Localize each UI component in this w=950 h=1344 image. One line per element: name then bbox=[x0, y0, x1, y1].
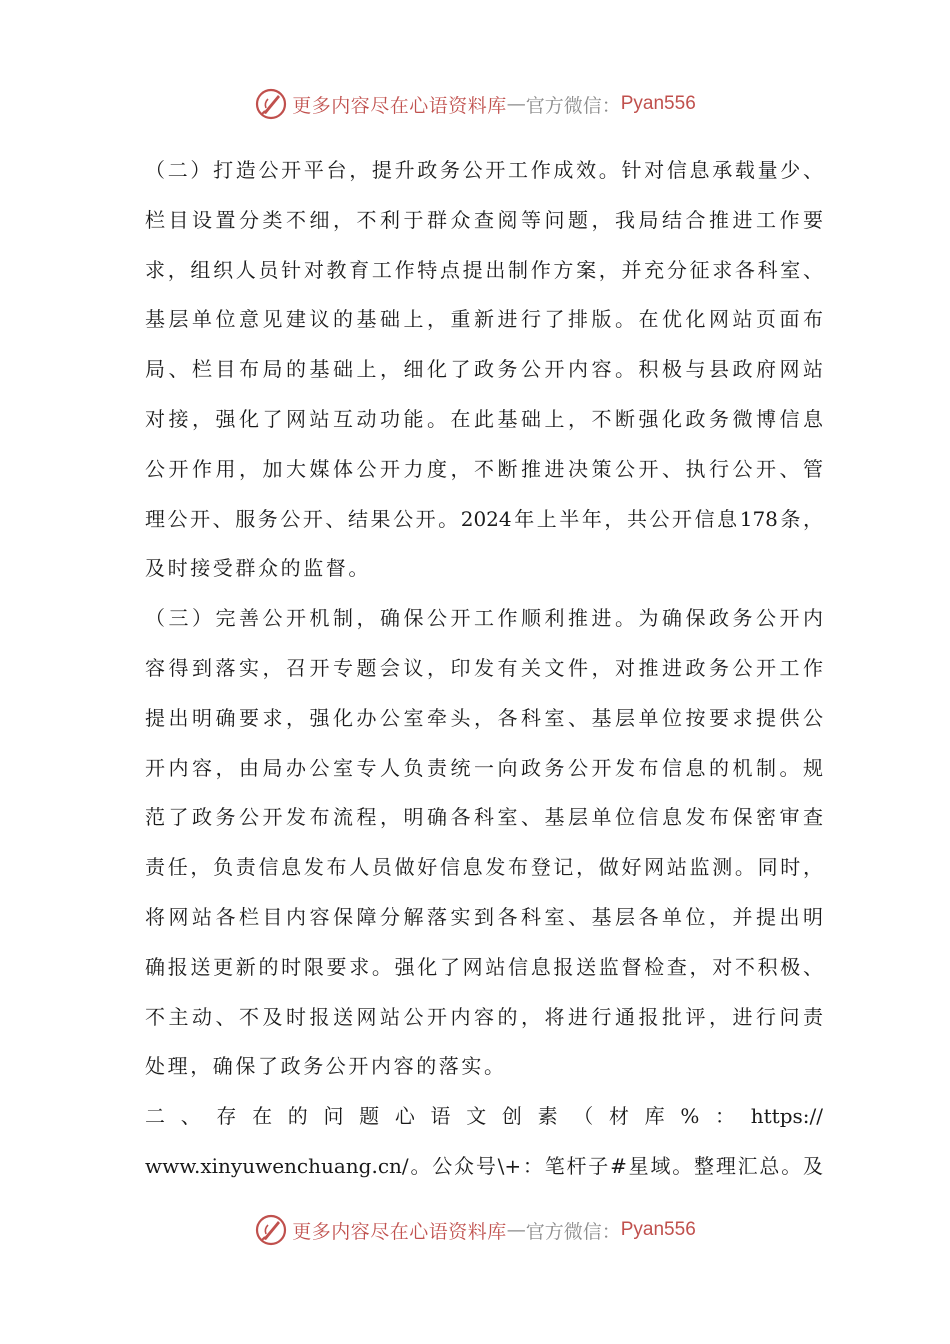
watermark-brand-text: 更多内容尽在心语资料库 bbox=[292, 94, 507, 117]
watermark-brand-text: 更多内容尽在心语资料库 bbox=[292, 1220, 507, 1243]
header-watermark bbox=[0, 84, 950, 124]
text-line: 理公开、服务公开、结果公开。2024年上半年，共公开信息178条， bbox=[145, 506, 823, 531]
quill-logo-icon bbox=[254, 1213, 288, 1247]
text-line: 公开作用，加大媒体公开力度，不断推进决策公开、执行公开、管 bbox=[145, 456, 823, 481]
text-line: 开内容，由局办公室专人负责统一向政务公开发布信息的机制。规 bbox=[145, 755, 823, 780]
text-line: 及时接受群众的监督。 bbox=[145, 556, 371, 581]
paragraph-problems bbox=[145, 1092, 823, 1192]
text-line: www.xinyuwenchuang.cn/。公众号\+：笔杆子#星域。整理汇总。及 bbox=[145, 1153, 823, 1178]
text-line: 确报送更新的时限要求。强化了网站信息报送监督检查，对不积极、 bbox=[145, 954, 823, 979]
watermark-label: 官方微信： bbox=[525, 1220, 621, 1243]
document-body bbox=[145, 146, 823, 1192]
text-line: 将网站各栏目内容保障分解落实到各科室、基层各单位，并提出明 bbox=[145, 904, 823, 929]
text-line: 不主动、不及时报送网站公开内容的，将进行通报批评，进行问责 bbox=[145, 1004, 823, 1029]
text-line: 范了政务公开发布流程，明确各科室、基层单位信息发布保密审查 bbox=[145, 805, 823, 830]
watermark-dash: — bbox=[506, 93, 526, 115]
text-line: 责任，负责信息发布人员做好信息发布登记，做好网站监测。同时， bbox=[145, 855, 823, 880]
text-line: 处理，确保了政务公开内容的落实。 bbox=[145, 1054, 507, 1079]
text-line: 求，组织人员针对教育工作特点提出制作方案，并充分征求各科室、 bbox=[145, 257, 823, 282]
text-line: 栏目设置分类不细，不利于群众查阅等问题，我局结合推进工作要 bbox=[145, 207, 823, 232]
text-line: 容得到落实，召开专题会议，印发有关文件，对推进政务公开工作 bbox=[145, 655, 823, 680]
watermark-wechat-id: Pyan556 bbox=[620, 93, 696, 114]
watermark-dash: — bbox=[506, 1219, 526, 1241]
text-line: 提出明确要求，强化办公室牵头，各科室、基层单位按要求提供公 bbox=[145, 705, 823, 730]
watermark-label: 官方微信： bbox=[525, 94, 621, 117]
text-line: （三）完善公开机制，确保公开工作顺利推进。为确保政务公开内 bbox=[145, 606, 823, 631]
text-line: 基层单位意见建议的基础上，重新进行了排版。在优化网站页面布 bbox=[145, 307, 823, 332]
watermark-wechat-id: Pyan556 bbox=[620, 1219, 696, 1240]
text-line: 对接，强化了网站互动功能。在此基础上，不断强化政务微博信息 bbox=[145, 406, 823, 431]
paragraph-mechanism bbox=[145, 594, 823, 1092]
text-line: 局、栏目布局的基础上，细化了政务公开内容。积极与县政府网站 bbox=[145, 357, 823, 382]
quill-logo-icon bbox=[254, 87, 288, 121]
paragraph-platform bbox=[145, 146, 823, 594]
footer-watermark bbox=[0, 1210, 950, 1250]
text-line: 二、存在的问题心语文创素（材库%：https:// bbox=[145, 1104, 823, 1129]
text-line: （二）打造公开平台，提升政务公开工作成效。针对信息承载量少、 bbox=[145, 158, 823, 182]
